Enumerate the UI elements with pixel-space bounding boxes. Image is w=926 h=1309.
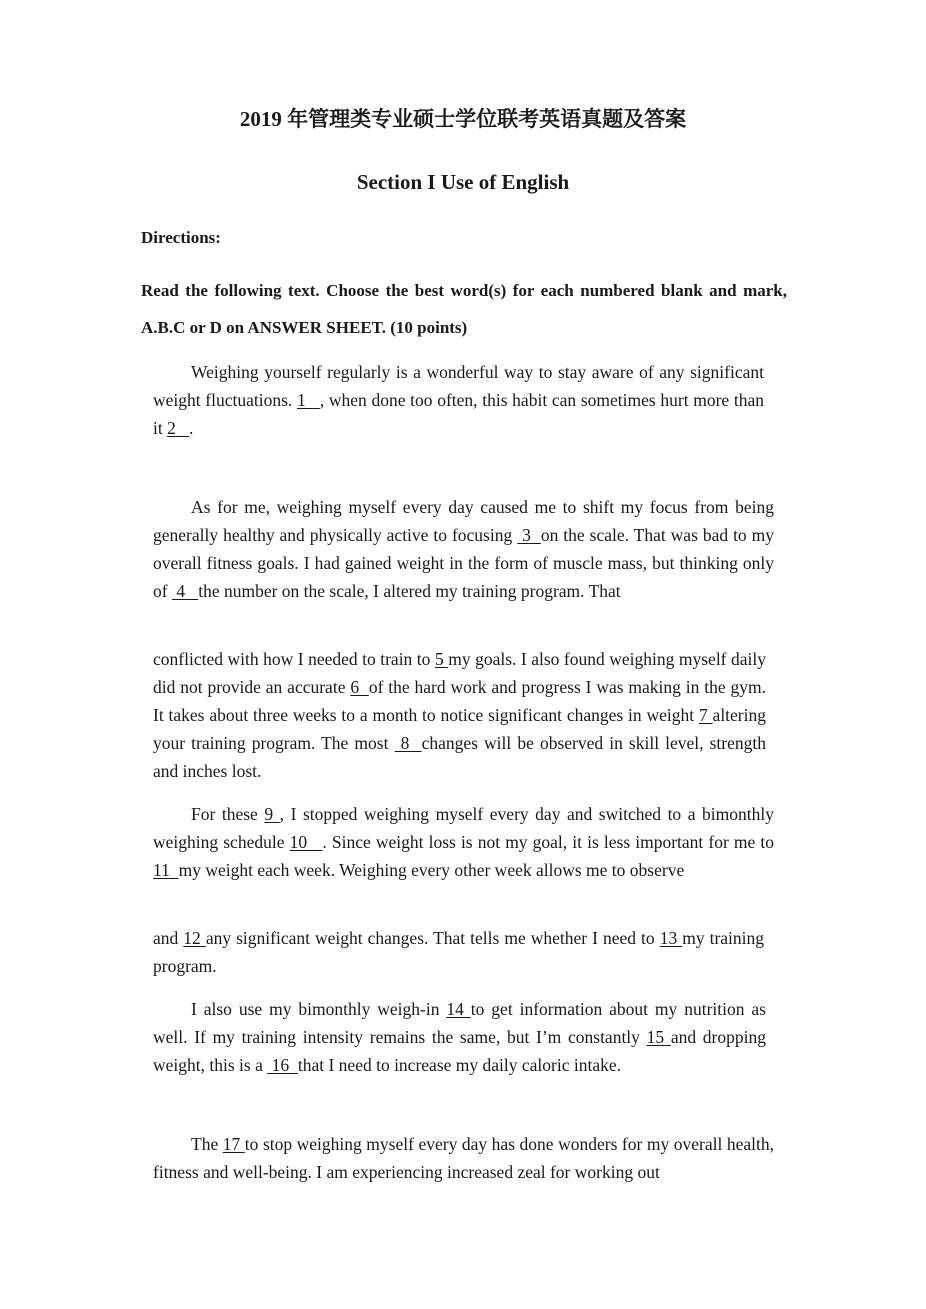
document-title: 2019 年管理类专业硕士学位联考英语真题及答案 xyxy=(239,107,687,131)
paragraph-text: conflicted with how I needed to train to xyxy=(153,649,435,669)
paragraph-text: For these xyxy=(191,804,265,824)
paragraph-text: my training program. xyxy=(153,928,765,976)
paragraph-text: any significant weight changes. That tells me whether I need to xyxy=(205,928,660,948)
passage-paragraph-1 xyxy=(153,358,764,442)
paragraph-text: Weighing yourself regularly is a wonderful way to stay aware of any significant weight fluctuations. xyxy=(153,362,764,410)
paragraph-text: , I stopped weighing myself every day and switched to a bimonthly weighing schedule xyxy=(153,804,774,852)
paragraph-text: , when done too often, this habit can sometimes hurt more than it xyxy=(153,390,765,438)
paragraph-text: to get information about my nutrition as well. If my training intensity remains the same, but I’m constantly xyxy=(153,999,766,1047)
blank-13: 13 xyxy=(659,928,683,948)
blank-5: 5 xyxy=(434,649,449,669)
paragraph-text: . Since weight loss is not my goal, it is less important for me to xyxy=(322,832,775,852)
blank-10: 10 xyxy=(289,832,323,852)
paragraph-text: . xyxy=(188,418,194,438)
paragraph-text: on the scale. That was bad to my overall fitness goals. I had gained weight in the form of muscle mass, but thinking only of xyxy=(153,525,775,601)
paragraph-text: my goals. I also found weighing myself daily did not provide an accurate xyxy=(153,649,767,697)
paragraph-text: I also use my bimonthly weigh-in xyxy=(191,999,447,1019)
paragraph-text: the number on the scale, I altered my training program. That xyxy=(198,581,621,601)
blank-8: 8 xyxy=(394,733,422,753)
passage-paragraph-2 xyxy=(153,493,774,605)
blank-14: 14 xyxy=(446,999,471,1019)
section-title: Section I Use of English xyxy=(356,170,570,194)
paragraph-text: and dropping weight, this is a xyxy=(153,1027,766,1075)
paragraph-text: changes will be observed in skill level, strength and inches lost. xyxy=(153,733,767,781)
blank-16: 16 xyxy=(267,1055,298,1075)
blank-17: 17 xyxy=(222,1134,245,1154)
blank-6: 6 xyxy=(350,677,369,697)
blank-15: 15 xyxy=(646,1027,671,1047)
directions-label: Directions: xyxy=(141,228,221,247)
passage-paragraph-3 xyxy=(153,645,766,785)
passage-paragraph-7 xyxy=(153,1130,774,1186)
paragraph-text: and xyxy=(153,928,184,948)
paragraph-text: of the hard work and progress I was making in the gym. It takes about three weeks to a month to notice significant changes in weight xyxy=(153,677,766,725)
blank-2: 2 xyxy=(167,418,189,438)
paragraph-text: that I need to increase my daily caloric intake. xyxy=(297,1055,621,1075)
paragraph-text: to stop weighing myself every day has done wonders for my overall health, fitness and well-being. I am experiencing increased zeal for working out xyxy=(153,1134,774,1182)
passage-paragraph-6 xyxy=(153,995,766,1079)
blank-3: 3 xyxy=(517,525,541,545)
passage-paragraph-5 xyxy=(153,924,764,980)
blank-12: 12 xyxy=(183,928,206,948)
blank-9: 9 xyxy=(264,804,280,824)
blank-1: 1 xyxy=(297,390,320,410)
blank-11: 11 xyxy=(153,860,179,880)
paragraph-text: As for me, weighing myself every day caused me to shift my focus from being generally healthy and physically active to focusing xyxy=(153,497,774,545)
blank-4: 4 xyxy=(171,581,199,601)
paragraph-text: my weight each week. Weighing every other week allows me to observe xyxy=(178,860,685,880)
instructions-text: Read the following text. Choose the best word(s) for each numbered blank and mark, A.B.C or D on ANSWER SHEET. (10 points) xyxy=(141,281,787,337)
blank-7: 7 xyxy=(698,705,713,725)
paragraph-text: The xyxy=(191,1134,223,1154)
passage-paragraph-4 xyxy=(153,800,774,884)
paragraph-text: altering your training program. The most xyxy=(153,705,766,753)
